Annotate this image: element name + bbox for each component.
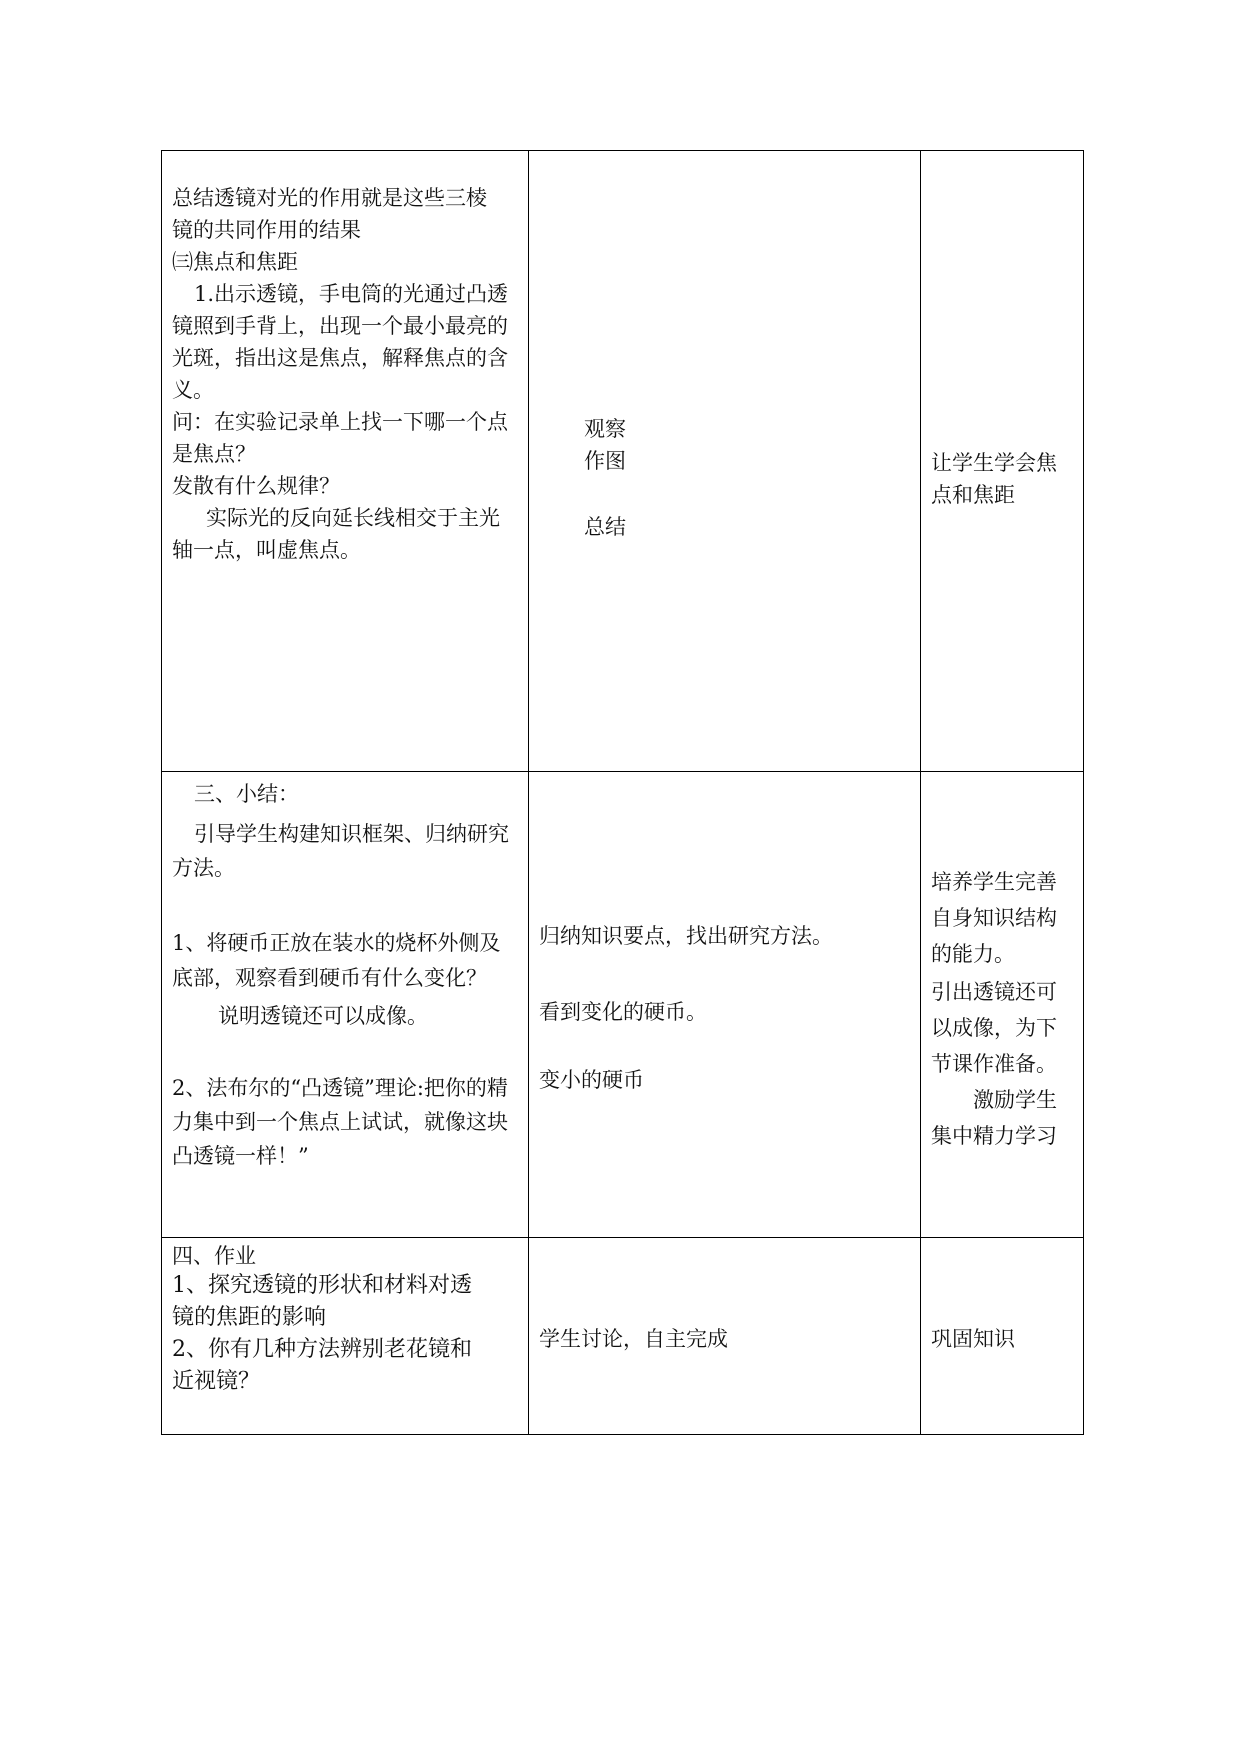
text-line: 1、探究透镜的形状和材料对透 — [172, 1273, 472, 1298]
table-row — [162, 772, 1084, 1238]
student-activity-cell — [529, 151, 921, 772]
text-line: 节课作准备。 — [931, 1052, 1057, 1076]
text-line: 镜照到手背上，出现一个最小最亮的 — [172, 314, 508, 338]
text-line: 以成像，为下 — [931, 1016, 1057, 1040]
text-line: 说明透镜还可以成像。 — [218, 1004, 428, 1028]
student-activity-cell — [529, 1238, 921, 1435]
text-line: 发散有什么规律？ — [172, 474, 340, 498]
lesson-plan-table — [161, 150, 1084, 1435]
text-line: 自身知识结构 — [931, 906, 1057, 930]
text-line: 总结透镜对光的作用就是这些三棱 — [172, 186, 487, 210]
text-line: 观察 — [584, 417, 626, 441]
text-line: 学生讨论，自主完成 — [539, 1327, 728, 1351]
text-line: 培养学生完善 — [931, 870, 1057, 894]
design-intent-cell — [921, 151, 1084, 772]
text-line: 看到变化的硬币。 — [539, 1000, 707, 1024]
teacher-activity-cell — [162, 151, 529, 772]
text-line: 2、法布尔的“凸透镜”理论:把你的精 — [172, 1076, 508, 1100]
design-intent-cell — [921, 1238, 1084, 1435]
text-line: 镜的焦距的影响 — [172, 1305, 327, 1330]
text-line: 点和焦距 — [931, 483, 1015, 507]
section-heading: 四、作业 — [172, 1244, 256, 1268]
table-row — [162, 1238, 1084, 1435]
text-line: 总结 — [584, 515, 626, 539]
text-line: 归纳知识要点，找出研究方法。 — [539, 924, 833, 948]
text-line: 轴一点，叫虚焦点。 — [172, 538, 361, 562]
text-line: 的能力。 — [931, 942, 1015, 966]
text-line: 义。 — [172, 378, 214, 402]
text-line: 变小的硬币 — [539, 1068, 644, 1092]
text-line: 实际光的反向延长线相交于主光 — [206, 506, 500, 530]
student-activity-cell — [529, 772, 921, 1238]
text-line: 凸透镜一样！” — [172, 1144, 309, 1168]
text-line: 1、将硬币正放在装水的烧杯外侧及 — [172, 931, 501, 955]
teacher-activity-cell — [162, 1238, 529, 1435]
text-line: 是焦点？ — [172, 442, 256, 466]
text-line: 力集中到一个焦点上试试，就像这块 — [172, 1110, 508, 1134]
text-line: 作图 — [584, 449, 626, 473]
table-row — [162, 151, 1084, 772]
text-line: 近视镜？ — [172, 1369, 261, 1394]
section-heading: ㈢焦点和焦距 — [172, 250, 298, 274]
text-line: 集中精力学习 — [931, 1124, 1057, 1148]
section-heading: 三、小结： — [194, 782, 299, 806]
teacher-activity-cell — [162, 772, 529, 1238]
text-line: 方法。 — [172, 856, 235, 880]
text-line: 让学生学会焦 — [931, 451, 1057, 475]
text-line: 1.出示透镜，手电筒的光通过凸透 — [194, 282, 509, 306]
text-line: 光斑，指出这是焦点，解释焦点的含 — [172, 346, 508, 370]
text-line: 激励学生 — [973, 1088, 1057, 1112]
text-line: 引出透镜还可 — [931, 980, 1057, 1004]
text-line: 巩固知识 — [931, 1327, 1015, 1351]
text-line: 镜的共同作用的结果 — [172, 218, 361, 242]
text-line: 引导学生构建知识框架、归纳研究 — [194, 822, 509, 846]
design-intent-cell — [921, 772, 1084, 1238]
text-line: 问：在实验记录单上找一下哪一个点 — [172, 410, 508, 434]
text-line: 底部，观察看到硬币有什么变化？ — [172, 966, 487, 990]
text-line: 2、你有几种方法辨别老花镜和 — [172, 1337, 472, 1362]
